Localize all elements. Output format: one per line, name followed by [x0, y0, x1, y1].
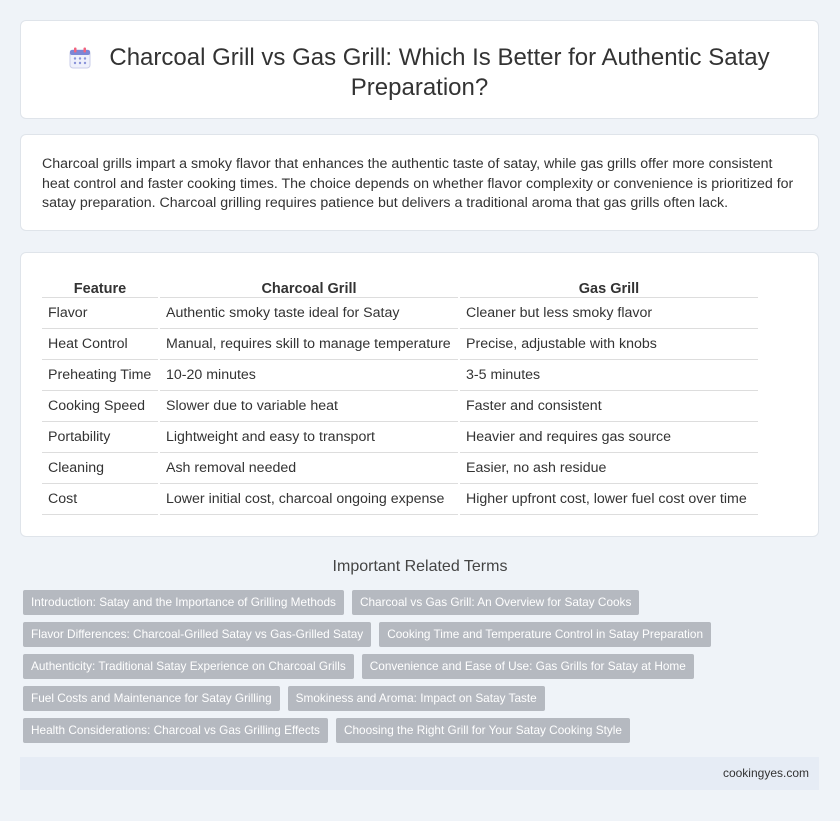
related-term-tag[interactable]: Introduction: Satay and the Importance of Grilling Methods — [23, 590, 344, 615]
table-cell: Lightweight and easy to transport — [159, 422, 459, 453]
comparison-card — [20, 252, 819, 537]
tag-row — [23, 590, 803, 622]
page-title — [69, 44, 769, 101]
table-cell: Slower due to variable heat — [159, 391, 459, 422]
related-terms-list — [23, 590, 803, 750]
table-cell: 10-20 minutes — [159, 360, 459, 391]
table-cell: Higher upfront cost, lower fuel cost over time — [459, 484, 758, 515]
column-header-feature: Feature — [42, 275, 159, 298]
table-cell: Easier, no ash residue — [459, 453, 758, 484]
table-cell: Ash removal needed — [159, 453, 459, 484]
table-row — [42, 329, 758, 360]
tag-row — [23, 686, 803, 718]
related-term-tag[interactable]: Choosing the Right Grill for Your Satay Cooking Style — [336, 718, 630, 743]
table-row — [42, 422, 758, 453]
table-cell: Preheating Time — [42, 360, 159, 391]
related-term-tag[interactable]: Health Considerations: Charcoal vs Gas Grilling Effects — [23, 718, 328, 743]
table-cell: Cost — [42, 484, 159, 515]
related-term-tag[interactable]: Cooking Time and Temperature Control in Satay Preparation — [379, 622, 711, 647]
title-card — [20, 20, 819, 119]
related-term-tag[interactable]: Authenticity: Traditional Satay Experience on Charcoal Grills — [23, 654, 354, 679]
comparison-table — [42, 275, 758, 515]
table-cell: Precise, adjustable with knobs — [459, 329, 758, 360]
table-row — [42, 453, 758, 484]
related-term-tag[interactable]: Convenience and Ease of Use: Gas Grills for Satay at Home — [362, 654, 694, 679]
table-cell: 3-5 minutes — [459, 360, 758, 391]
footer-site[interactable]: cookingyes.com — [722, 766, 809, 780]
intro-paragraph: Charcoal grills impart a smoky flavor that enhances the authentic taste of satay, while gas grills offer more consistent heat control and faster cooking times. The choice depends on whether flavor complexity or convenience is prioritized for satay preparation. Charcoal grilling requires patience but delivers a traditional aroma that gas grills often lack. — [42, 156, 794, 211]
table-cell: Lower initial cost, charcoal ongoing expense — [159, 484, 459, 515]
related-term-tag[interactable]: Fuel Costs and Maintenance for Satay Grilling — [23, 686, 280, 711]
table-row — [42, 484, 758, 515]
table-cell: Manual, requires skill to manage temperature — [159, 329, 459, 360]
table-row — [42, 391, 758, 422]
column-header-charcoal: Charcoal Grill — [159, 275, 459, 298]
column-header-gas: Gas Grill — [459, 275, 758, 298]
page-title-text: Charcoal Grill vs Gas Grill: Which Is Better for Authentic Satay Preparation? — [109, 44, 770, 101]
table-row — [42, 360, 758, 391]
table-cell: Heavier and requires gas source — [459, 422, 758, 453]
table-cell: Portability — [42, 422, 159, 453]
table-cell: Cooking Speed — [42, 391, 159, 422]
tag-row — [23, 654, 803, 686]
related-term-tag[interactable]: Smokiness and Aroma: Impact on Satay Taste — [288, 686, 545, 711]
related-term-tag[interactable]: Flavor Differences: Charcoal-Grilled Satay vs Gas-Grilled Satay — [23, 622, 371, 647]
table-cell: Authentic smoky taste ideal for Satay — [159, 298, 459, 329]
footer — [20, 757, 819, 790]
table-cell: Heat Control — [42, 329, 159, 360]
table-cell: Cleaning — [42, 453, 159, 484]
tag-row — [23, 622, 803, 654]
title-wrap — [61, 43, 778, 103]
calendar-icon — [69, 47, 91, 69]
tag-row — [23, 718, 803, 750]
table-cell: Cleaner but less smoky flavor — [459, 298, 758, 329]
intro-card — [20, 134, 819, 231]
table-cell: Faster and consistent — [459, 391, 758, 422]
related-term-tag[interactable]: Charcoal vs Gas Grill: An Overview for Satay Cooks — [352, 590, 639, 615]
table-header-row — [42, 275, 758, 298]
table-row — [42, 298, 758, 329]
related-terms-heading: Important Related Terms — [332, 558, 508, 575]
table-cell: Flavor — [42, 298, 159, 329]
